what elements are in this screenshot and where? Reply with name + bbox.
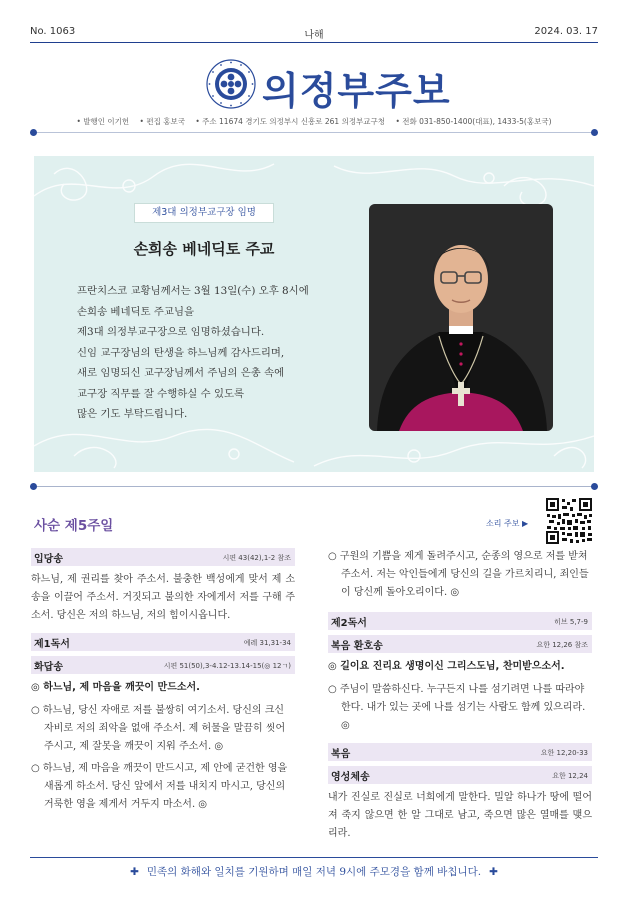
section-name: 입당송 [34, 554, 63, 565]
top-divider [30, 42, 598, 43]
section-reference: 예레 31,31-34 [243, 639, 291, 647]
announcement-panel [34, 156, 594, 472]
liturgy-left-column [31, 548, 295, 818]
section-reference: 요한 12,26 참조 [536, 641, 588, 649]
cross-icon: ✚ [489, 866, 498, 878]
section-name: 제1독서 [34, 639, 70, 650]
acclamation-response: ◎ 길이요 진리요 생명이신 그리스도님, 찬미받으소서. [328, 661, 565, 672]
section-reference: 히브 5,7-9 [554, 618, 588, 626]
body-line: 프란치스코 교황님께서는 3월 13일(수) 오후 8시에 [77, 285, 309, 297]
issue-number: No. 1063 [30, 26, 76, 37]
body-line: 손희송 베네딕토 주교님을 [77, 305, 195, 318]
liturgical-year: 나해 [304, 30, 324, 41]
masthead [0, 56, 628, 116]
section-reference: 시편 51(50),3-4.12-13.14-15(◎ 12ㄱ) [163, 662, 291, 670]
body-line: 많은 기도 부탁드립니다. [77, 408, 188, 420]
first-reading-header [31, 633, 295, 651]
cross-icon: ✚ [130, 866, 139, 878]
section-divider [30, 486, 598, 487]
entrance-antiphon-text: 하느님, 제 권리를 찾아 주소서. 불충한 백성에게 맞서 제 소송을 이끌어 주소서. 거짓되고 불의한 자에게서 저를 구해 주소서. 당신은 저의 하느님, 저의 힘이시옵니다. [31, 574, 295, 621]
newsletter-title: 의정부주보 [262, 69, 451, 113]
body-line: 제3대 의정부교구장으로 임명하셨습니다. [77, 326, 265, 338]
section-name: 제2독서 [331, 618, 367, 629]
psalm-verse-continued: ○ 구원의 기쁨을 제게 돌려주시고, 순종의 영으로 저를 받쳐 주소서. 저는 악인들에게 당신의 길을 가르치리니, 죄인들이 당신께 돌아오리이다. ◎ [328, 551, 589, 598]
footer-divider [30, 857, 598, 858]
audio-bulletin-link[interactable]: 소리 주보 ▶ [486, 519, 529, 528]
editor-item: • 편집 홍보국 [139, 117, 185, 126]
section-name: 화답송 [34, 662, 63, 673]
section-reference: 시편 43(42),1-2 참조 [222, 554, 291, 562]
body-line: 교구장 직무를 잘 수행하실 수 있도록 [77, 387, 245, 400]
section-name: 영성체송 [331, 772, 370, 783]
communion-antiphon-header [328, 766, 592, 784]
liturgy-title: 사순 제5주일 [34, 518, 114, 534]
phone-item: • 전화 031-850-1400(대표), 1433-5(홍보국) [395, 117, 552, 126]
section-name: 복음 [331, 749, 351, 760]
communion-antiphon-text: 내가 진실로 진실로 너희에게 말한다. 밀알 하나가 땅에 떨어져 죽지 않으면 한 알 그대로 남고, 죽으면 많은 열매를 맺으리라. [328, 792, 592, 839]
issue-date: 2024. 03. 17 [534, 26, 598, 37]
section-reference: 요한 12,20-33 [540, 749, 588, 757]
qr-code-icon[interactable] [546, 498, 592, 544]
section-reference: 요한 12,24 [552, 772, 588, 780]
body-line: 신임 교구장님의 탄생을 하느님께 감사드리며, [77, 346, 285, 359]
bishop-name: 손희송 베네딕토 주교 [133, 240, 275, 258]
top-meta-bar [30, 26, 598, 42]
announcement-body [77, 281, 347, 425]
section-name: 복음 환호송 [331, 641, 383, 652]
psalm-verse: ○ 하느님, 제 마음을 깨끗이 만드시고, 제 안에 굳건한 영을 새롭게 하소서. 당신 앞에서 저를 내치지 마시고, 당신의 거룩한 영을 제게서 거두지 마소서. ◎ [31, 763, 288, 810]
divider-dot [591, 483, 598, 490]
address-item: • 주소 11674 경기도 의정부시 신흥로 261 의정부교구청 [195, 117, 386, 126]
divider-dot [30, 483, 37, 490]
bishop-portrait [369, 204, 553, 431]
gospel-acclamation-header [328, 635, 592, 653]
psalm-verse: ○ 하느님, 당신 자애로 저를 불쌍히 여기소서. 당신의 크신 자비로 저의 죄악을 없애 주소서. 제 허물을 말끔히 씻어 주시고, 제 잘못을 깨끗이 지워 주소서. ◎ [31, 705, 286, 752]
divider-dot [30, 129, 37, 136]
publisher-item: • 발행인 이기헌 [76, 117, 130, 126]
announcement-tag: 제3대 의정부교구장 임명 [134, 203, 274, 223]
publisher-divider [30, 132, 598, 133]
psalm-response: ◎ 하느님, 제 마음을 깨끗이 만드소서. [31, 682, 200, 693]
acclamation-verse: ○ 주님이 말씀하신다. 누구든지 나를 섬기려면 나를 따라야 한다. 내가 있는 곳에 나를 섬기는 사람도 함께 있으리라. ◎ [328, 684, 586, 731]
footer-text: 민족의 화해와 일치를 기원하며 매일 저녁 9시에 주모경을 함께 바칩니다. [146, 866, 482, 878]
gospel-header [328, 743, 592, 761]
second-reading-header [328, 612, 592, 630]
responsorial-psalm-header [31, 656, 295, 674]
body-line: 새로 임명되신 교구장님께서 주님의 은총 속에 [77, 367, 285, 379]
entrance-antiphon-header [31, 548, 295, 566]
prayer-footer [0, 864, 628, 879]
publisher-info [30, 116, 598, 132]
diocese-seal-logo [205, 58, 257, 110]
divider-dot [591, 129, 598, 136]
liturgy-right-column [328, 548, 592, 851]
